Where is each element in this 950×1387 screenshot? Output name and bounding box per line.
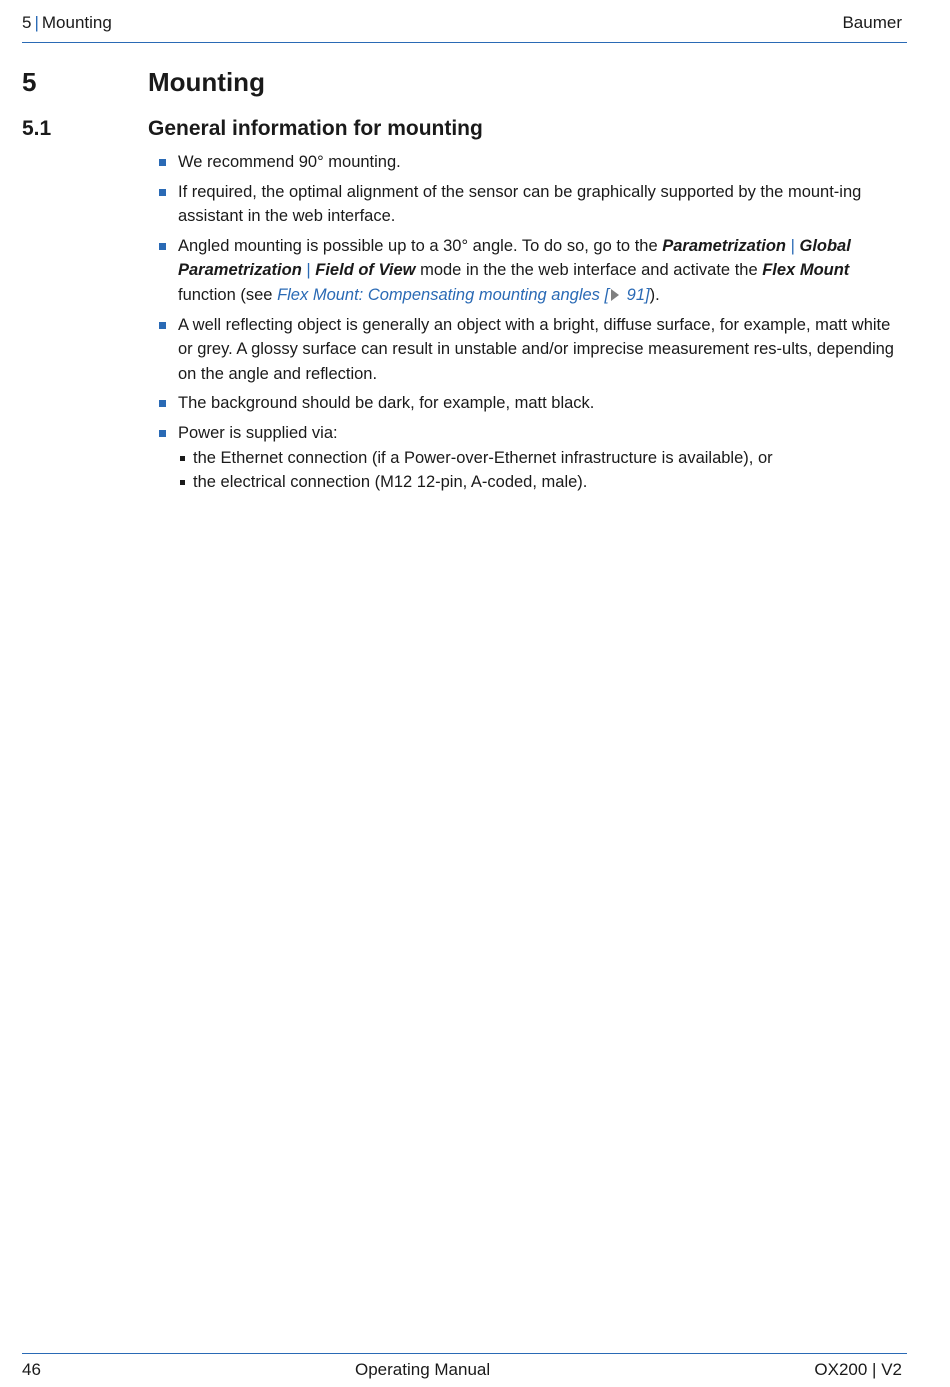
bullet-text: Angled mounting is possible up to a 30° angle. To do so, go to the: [178, 236, 663, 255]
sub-bullet-text: the Ethernet connection (if a Power-over-Ethernet infrastructure is available), or: [193, 448, 773, 467]
sub-list-item: [178, 470, 903, 495]
section-number: 5.1: [22, 117, 52, 140]
square-bullet-icon: [159, 159, 166, 166]
menu-path-field-of-view: Field of View: [315, 261, 416, 280]
bullet-text: We recommend 90° mounting.: [178, 153, 401, 171]
list-item: [148, 180, 903, 229]
small-square-bullet-icon: [180, 456, 185, 461]
page-footer: [22, 1353, 907, 1384]
bullet-text: A well reflecting object is generally an object with a bright, diffuse surface, for example, matt white or grey. A glossy surface can result in unstable and/or imprecise measurement res-ults, depending on the angle and reflection.: [178, 315, 894, 383]
list-item: [148, 150, 903, 175]
square-bullet-icon: [159, 400, 166, 407]
page-header: [22, 12, 907, 43]
square-bullet-icon: [159, 430, 166, 437]
bullet-text: mode in the the web interface and activate the: [415, 261, 763, 280]
link-page-ref: 91]: [622, 285, 650, 304]
bullet-list: [148, 150, 903, 495]
list-item: [148, 391, 903, 416]
menu-path-global-parametrization: Global Parametrization: [178, 236, 851, 280]
function-flex-mount: Flex Mount: [762, 261, 850, 280]
footer-doc-type: Operating Manual: [355, 1360, 491, 1379]
header-brand: Baumer: [842, 13, 902, 32]
menu-path-separator: |: [786, 236, 800, 255]
small-square-bullet-icon: [180, 480, 185, 485]
list-item: [148, 313, 903, 387]
list-item: [148, 421, 903, 495]
link-text: Flex Mount: Compensating mounting angles [: [277, 285, 610, 304]
square-bullet-icon: [159, 322, 166, 329]
sub-bullet-list: [178, 446, 903, 495]
list-item: [148, 234, 903, 308]
bullet-text: ).: [649, 285, 660, 304]
square-bullet-icon: [159, 189, 166, 196]
sub-bullet-text: the electrical connection (M12 12-pin, A-coded, male).: [193, 473, 588, 492]
chapter-title: Mounting: [148, 67, 265, 97]
footer-product: OX200 | V2: [814, 1360, 902, 1379]
menu-path-parametrization: Parametrization: [662, 236, 787, 255]
header-chapter-number: 5: [22, 13, 32, 32]
bullet-text: function (see: [178, 285, 278, 304]
chapter-number: 5: [22, 67, 37, 97]
menu-path-separator: |: [301, 261, 316, 280]
sub-list-item: [178, 446, 903, 471]
page-ref-arrow-icon: [611, 289, 619, 301]
section-title: General information for mounting: [148, 117, 483, 140]
square-bullet-icon: [159, 243, 166, 250]
bullet-text: The background should be dark, for example, matt black.: [178, 394, 595, 413]
header-separator: |: [34, 13, 39, 32]
header-chapter-name: Mounting: [41, 13, 112, 32]
bullet-text: Power is supplied via:: [178, 423, 338, 442]
header-chapter-ref: [22, 13, 112, 33]
bullet-text: If required, the optimal alignment of the sensor can be graphically supported by the mount-ing assistant in the web interface.: [178, 182, 862, 226]
footer-page-number: 46: [22, 1360, 41, 1379]
section-content: [148, 150, 903, 500]
flex-mount-link[interactable]: [277, 286, 650, 304]
